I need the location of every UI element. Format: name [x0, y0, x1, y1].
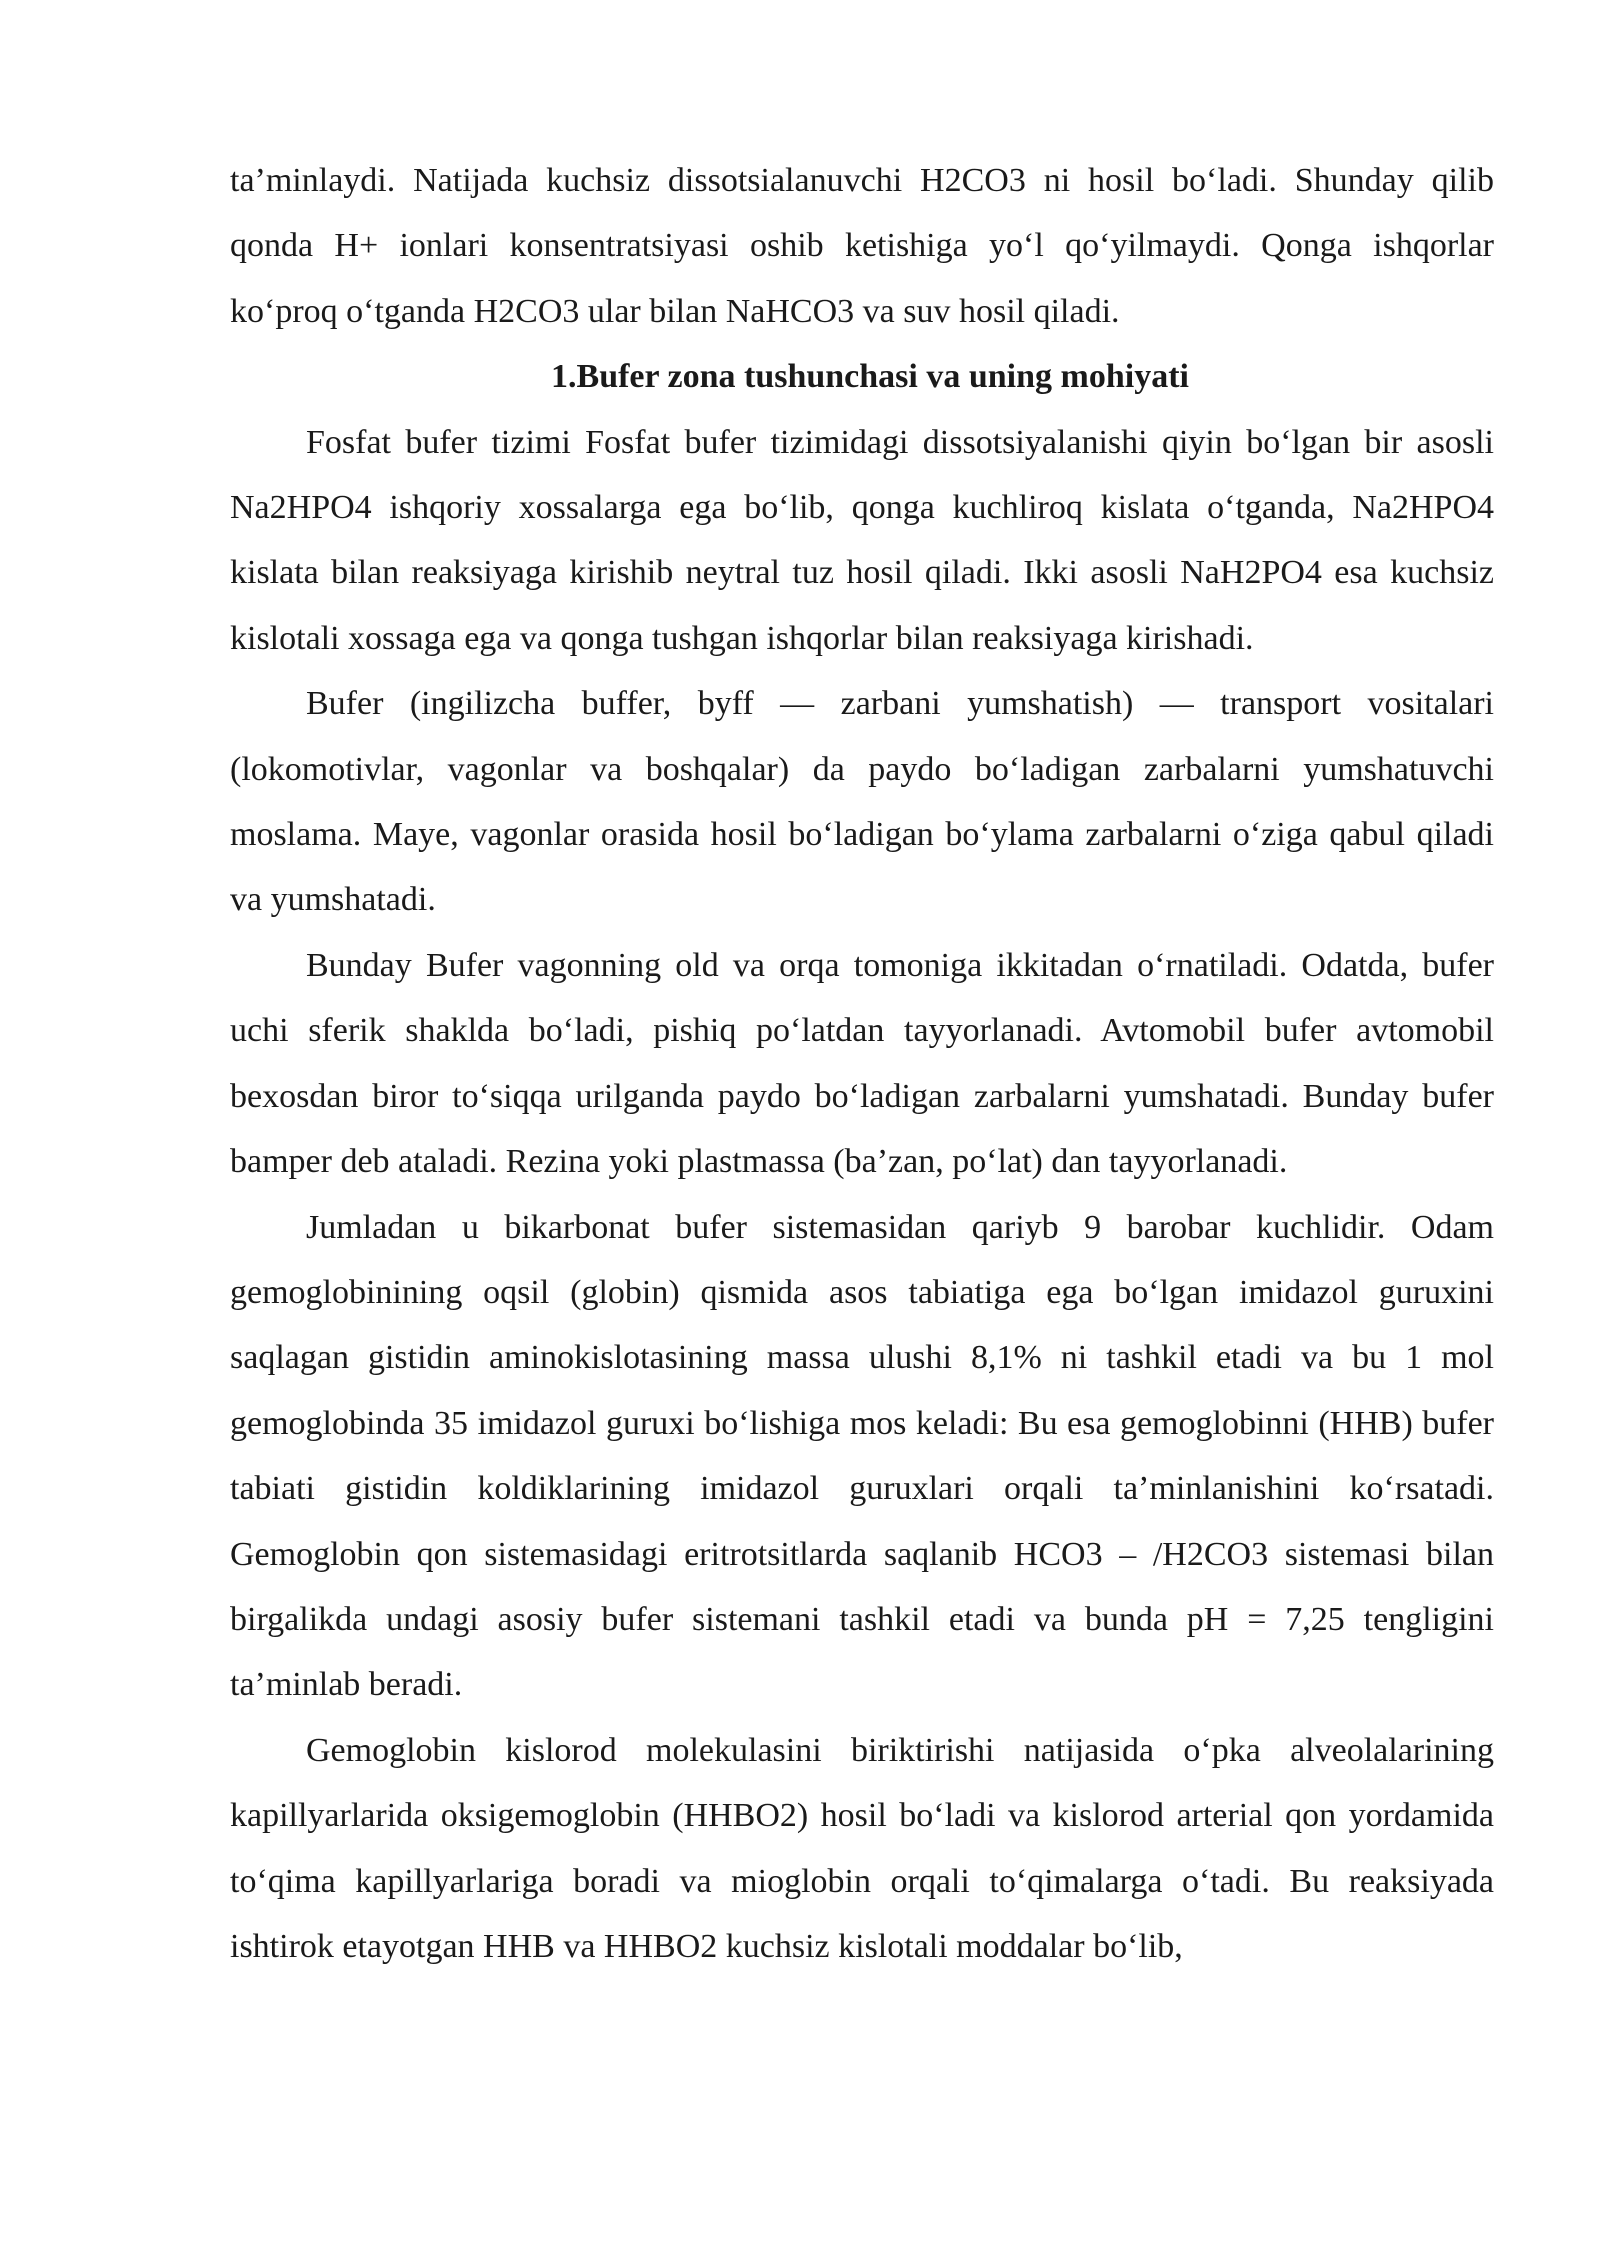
paragraph-continuation: ta’minlaydi. Natijada kuchsiz dissotsialanuvchi H2CO3 ni hosil bo‘ladi. Shunday qilib qonda H+ ionlari konsentratsiyasi oshib ketishiga yo‘l qo‘yilmaydi. Qonga ishqorlar ko‘proq o‘tganda H2CO3 ular bilan NaHCO3 va suv hosil qiladi. — [230, 162, 1494, 330]
paragraph-buffer-vehicles: Bunday Bufer vagonning old va orqa tomoniga ikkitadan o‘rnatiladi. Odatda, bufer uchi sferik shaklda bo‘ladi, pishiq po‘latdan tayyorlanadi. Avtomobil bufer avtomobil bexosdan biror to‘siqqa urilganda paydo bo‘ladigan zarbalarni yumshatadi. Bunday bufer bamper deb ataladi. Rezina yoki plastmassa (ba’zan, po‘lat) dan tayyorlanadi. — [230, 946, 1494, 1181]
section-heading: 1.Bufer zona tushunchasi va uning mohiyati — [551, 358, 1189, 396]
paragraph-phosphate-buffer: Fosfat bufer tizimi Fosfat bufer tizimidagi dissotsiyalanishi qiyin bo‘lgan bir asosli Na2HPO4 ishqoriy xossalarga ega bo‘lib, qonga kuchliroq kislata o‘tganda, Na2HPO4 kislata bilan reaksiyaga kirishib neytral tuz hosil qiladi. Ikki asosli NaH2PO4 esa kuchsiz kislotali xossaga ega va qonga tushgan ishqorlar bilan reaksiyaga kirishadi. — [230, 423, 1494, 657]
paragraph-buffer-definition: Bufer (ingilizcha buffer, byff — zarbani yumshatish) — transport vositalari (lokomotivlar, vagonlar va boshqalar) da paydo bo‘ladigan zarbalarni yumshatuvchi moslama. Maye, vagonlar orasida hosil bo‘ladigan bo‘ylama zarbalarni o‘ziga qabul qiladi va yumshatadi. — [230, 685, 1494, 919]
paragraph-hemoglobin-buffer: Jumladan u bikarbonat bufer sistemasidan qariyb 9 barobar kuchlidir. Odam gemoglobinining oqsil (globin) qismida asos tabiatiga ega bo‘lgan imidazol guruxini saqlagan gistidin aminokislotasining massa ulushi 8,1% ni tashkil etadi va bu 1 mol gemoglobinda 35 imidazol guruxi bo‘lishiga mos keladi: Bu esa gemoglobinni (HHB) bufer tabiati gistidin koldiklarining imidazol guruxlari orqali ta’minlanishini ko‘rsatadi. Gemoglobin qon sistemasidagi eritrotsitlarda saqlanib HCO3 – /H2CO3 sistemasi bilan birgalikda undagi asosiy bufer sistemani tashkil etadi va bunda pH = 7,25 tengligini ta’minlab beradi. — [230, 1208, 1494, 1704]
paragraph-hemoglobin-oxygen: Gemoglobin kislorod molekulasini biriktirishi natijasida o‘pka alveolalarining kapillyarlarida oksigemoglobin (HHBO2) hosil bo‘ladi va kislorod arterial qon yordamida to‘qima kapillyarlariga boradi va mioglobin orqali to‘qimalarga o‘tadi. Bu reaksiyada ishtirok etayotgan HHB va HHBO2 kuchsiz kislotali moddalar bo‘lib, — [230, 1731, 1494, 1965]
document-body — [230, 148, 1494, 1979]
